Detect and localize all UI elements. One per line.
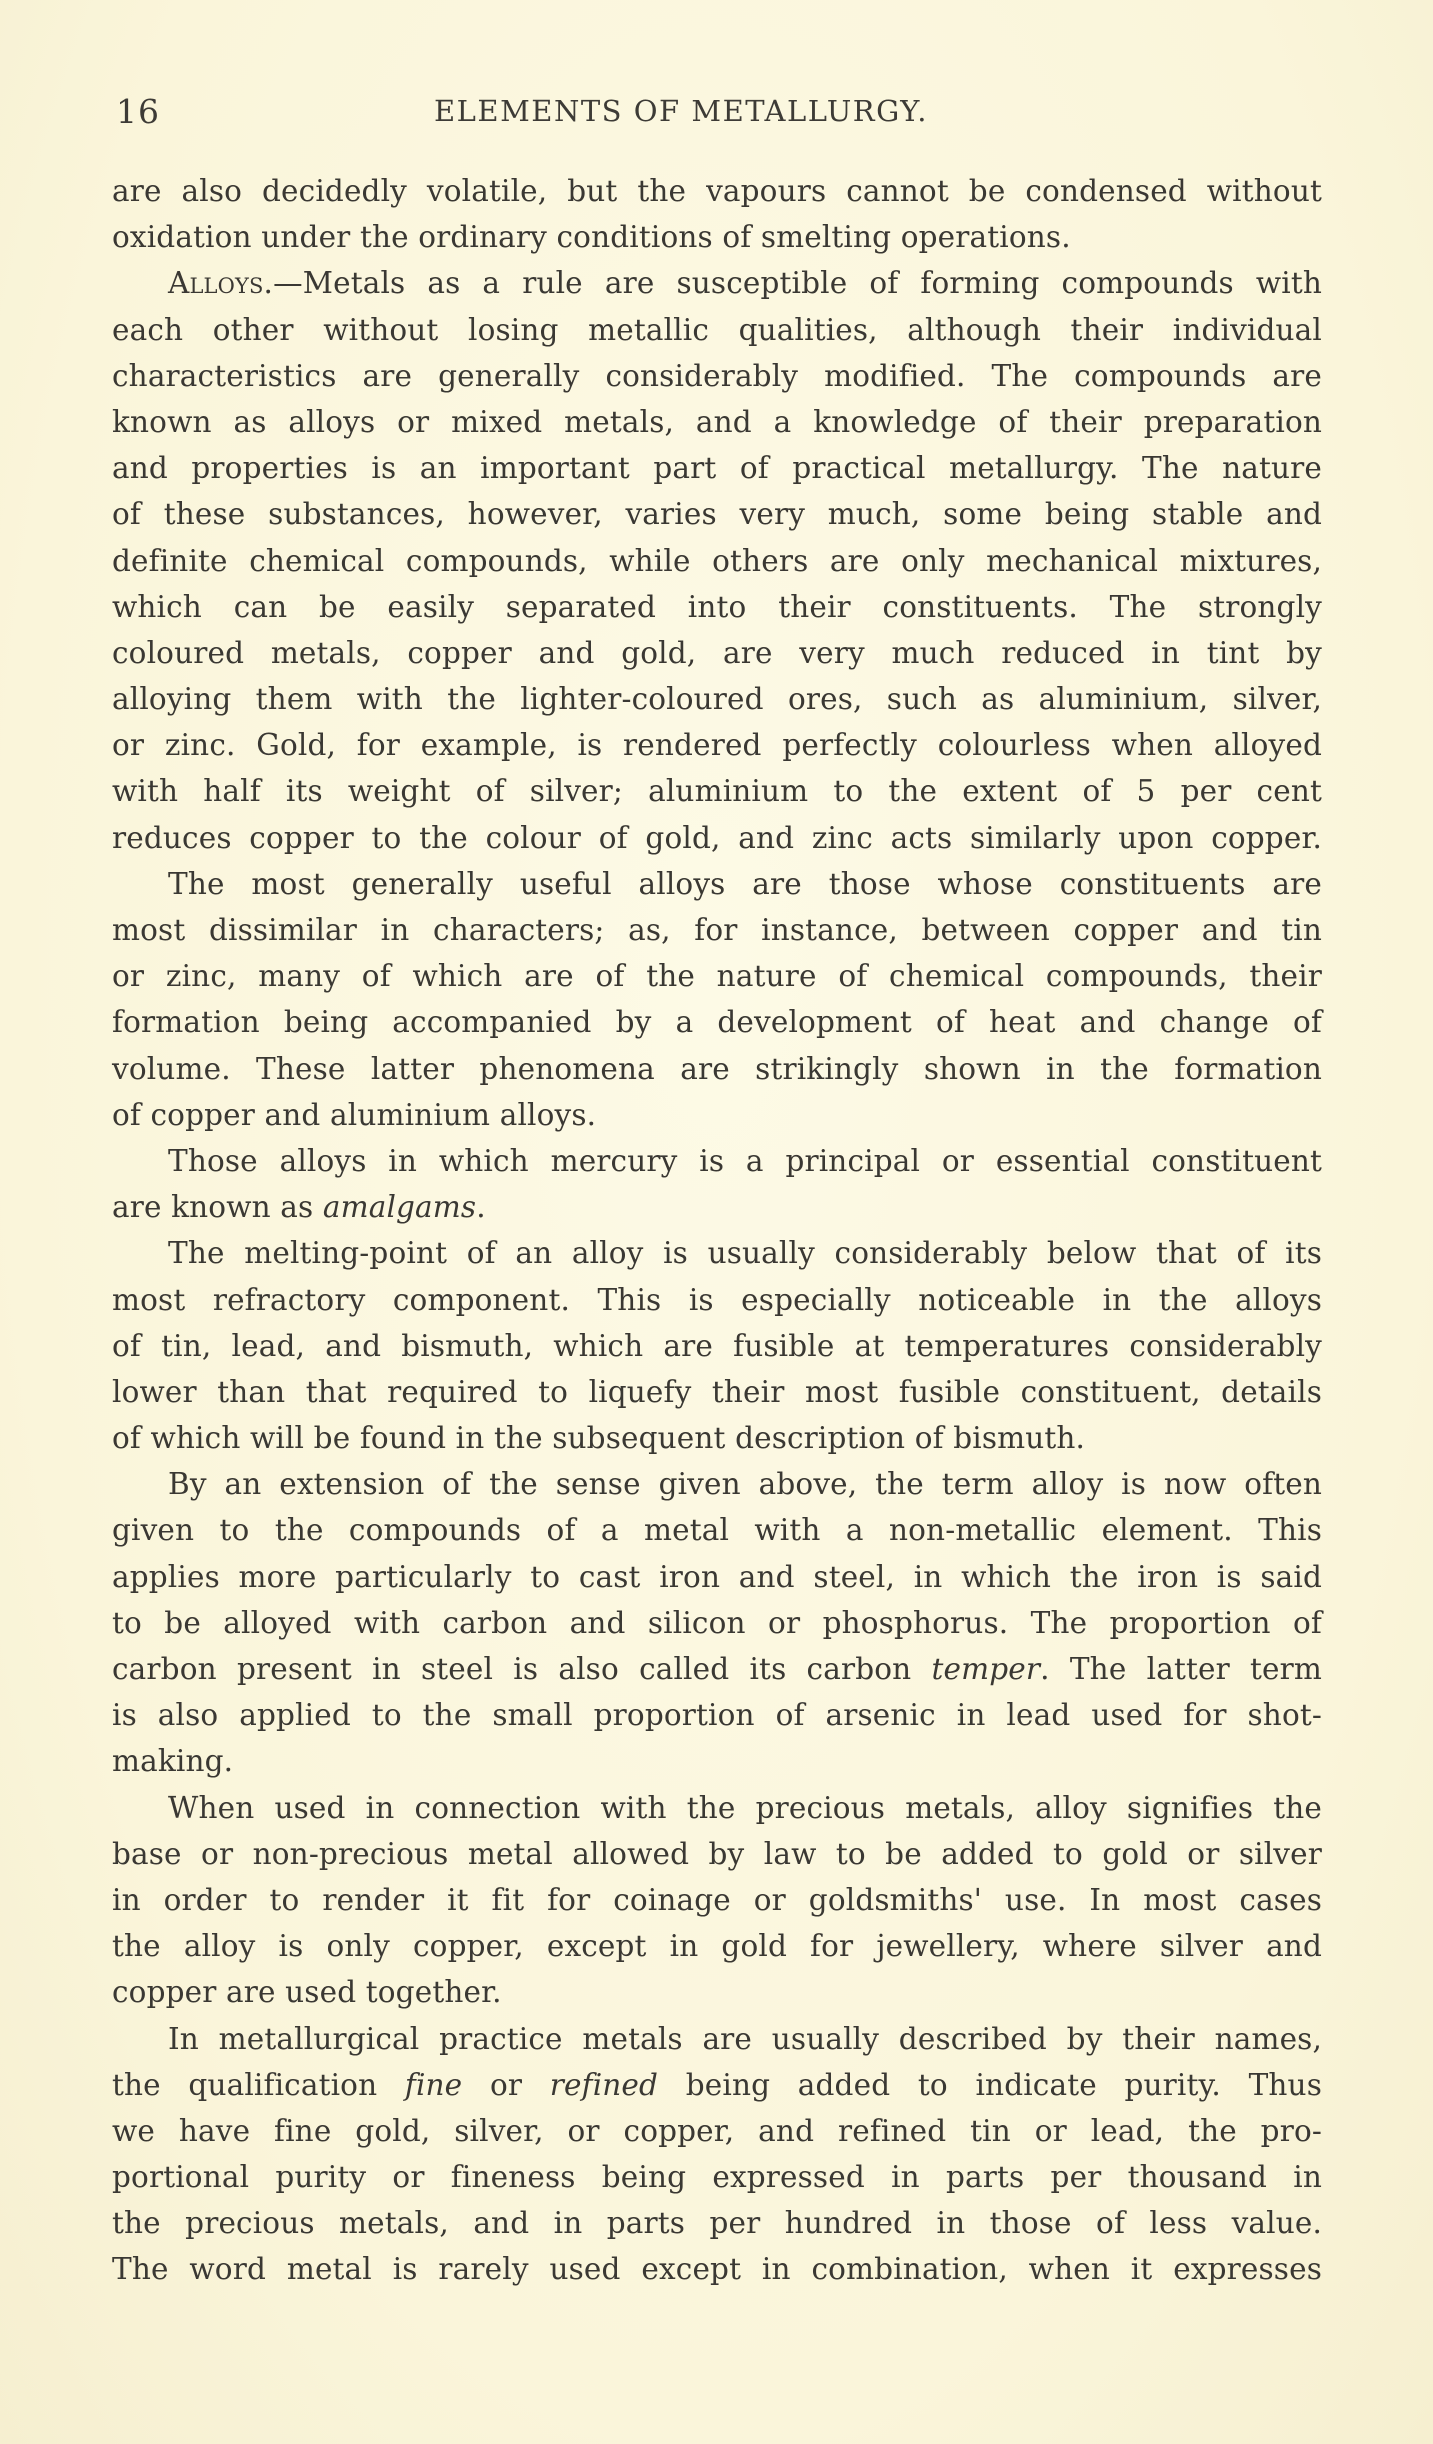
text-line: given to the compounds of a metal with a non-metallic element. This <box>112 1513 1322 1548</box>
text-line: most refractory component. This is especially noticeable in the alloys <box>112 1282 1322 1317</box>
text-line: most dissimilar in characters; as, for instance, between copper and tin <box>112 913 1322 947</box>
text-line: making. <box>112 1744 234 1779</box>
text-line: lower than that required to liquefy their most fusible constituent, details <box>112 1374 1322 1409</box>
text-line: characteristics are generally considerably modified. The compounds are <box>112 358 1322 393</box>
text-line: in order to render it fit for coinage or goldsmiths' use. In most cases <box>112 1882 1322 1917</box>
paragraph-melting-point <box>112 1230 1322 1461</box>
paragraph-extension <box>112 1461 1322 1784</box>
text-fragment: being added to indicate purity. Thus <box>658 2067 1322 2102</box>
text-line: In metallurgical practice metals are usually described by their names, <box>168 2021 1322 2056</box>
text-line: When used in connection with the precious metals, alloy signifies the <box>168 1790 1322 1825</box>
paragraph-continuation <box>112 168 1322 260</box>
italic-term-fine: fine <box>404 2067 463 2102</box>
body-text <box>112 168 1322 2293</box>
text-line: reduces copper to the colour of gold, and zinc acts similarly upon copper. <box>112 820 1322 855</box>
text-line: and properties is an important part of practical metallurgy. The nature <box>112 451 1322 486</box>
text-line: or zinc. Gold, for example, is rendered perfectly colourless when alloyed <box>112 728 1322 763</box>
text-fragment: or <box>462 2067 550 2102</box>
text-line: which can be easily separated into their constituents. The strongly <box>112 589 1322 624</box>
paragraph-metallurgical-practice <box>112 2016 1322 2293</box>
text-line: of copper and aluminium alloys. <box>112 1097 597 1132</box>
running-head <box>112 92 1322 132</box>
text-line: definite chemical compounds, while others are only mechanical mixtures, <box>112 543 1322 578</box>
text-line: is also applied to the small proportion of arsenic in lead used for shot- <box>112 1698 1322 1733</box>
text-line <box>112 1646 1322 1692</box>
text-line: base or non-precious metal allowed by law to be added to gold or silver <box>112 1836 1322 1871</box>
text-line: volume. These latter phenomena are strikingly shown in the formation <box>112 1051 1322 1086</box>
text-line: Those alloys in which mercury is a principal or essential constituent <box>168 1143 1322 1178</box>
text-line: the precious metals, and in parts per hundred in those of less value. <box>112 2206 1322 2241</box>
text-line: coloured metals, copper and gold, are very much reduced in tint by <box>112 635 1322 670</box>
text-fragment: —Metals as a rule are susceptible of forming compounds with <box>273 266 1322 301</box>
section-heading-alloys: Alloys. <box>168 266 274 301</box>
text-line: the alloy is only copper, except in gold for jewellery, where silver and <box>112 1929 1322 1964</box>
text-line: of tin, lead, and bismuth, which are fusible at temperatures considerably <box>112 1328 1322 1363</box>
text-line: or zinc, many of which are of the nature of chemical compounds, their <box>112 959 1322 994</box>
text-line <box>112 1184 1322 1230</box>
text-line: to be alloyed with carbon and silicon or phosphorus. The proportion of <box>112 1605 1322 1640</box>
italic-term-refined: refined <box>549 2067 659 2102</box>
italic-term-temper: temper <box>931 1652 1041 1686</box>
text-line <box>112 2062 1322 2108</box>
text-fragment: . The latter term <box>1040 1652 1323 1686</box>
text-line: portional purity or fineness being expressed in parts per thousand in <box>112 2160 1322 2195</box>
text-line: applies more particularly to cast iron and steel, in which the iron is said <box>112 1559 1322 1594</box>
text-line: The melting-point of an alloy is usually considerably below that of its <box>168 1236 1322 1271</box>
text-line: By an extension of the sense given above, the term alloy is now often <box>168 1467 1322 1502</box>
text-line: The most generally useful alloys are those whose constituents are <box>168 866 1322 901</box>
text-line: The word metal is rarely used except in combination, when it expresses <box>112 2252 1322 2287</box>
text-line: formation being accompanied by a development of heat and change of <box>112 1005 1322 1040</box>
text-line: known as alloys or mixed metals, and a knowledge of their preparation <box>112 404 1322 439</box>
paragraph-alloys <box>112 260 1322 860</box>
text-line: oxidation under the ordinary conditions of smelting operations. <box>112 220 1071 255</box>
text-fragment: the qualification <box>112 2067 405 2102</box>
text-line: copper are used together. <box>112 1975 502 2010</box>
text-fragment: are known as <box>112 1190 323 1225</box>
italic-term-amalgams: amalgams <box>322 1190 477 1225</box>
text-line: are also decidedly volatile, but the vapours cannot be condensed without <box>112 174 1322 208</box>
paragraph-precious-metals <box>112 1785 1322 2016</box>
text-line: we have fine gold, silver, or copper, and refined tin or lead, the pro- <box>112 2113 1322 2148</box>
text-line <box>112 260 1322 306</box>
running-title: ELEMENTS OF METALLURGY. <box>434 94 928 128</box>
paragraph-amalgams <box>112 1138 1322 1230</box>
paragraph-useful-alloys <box>112 861 1322 1138</box>
text-line: of these substances, however, varies very much, some being stable and <box>112 497 1322 532</box>
text-line: alloying them with the lighter-coloured ores, such as aluminium, silver, <box>112 682 1322 717</box>
text-line: with half its weight of silver; aluminium to the extent of 5 per cent <box>112 774 1322 809</box>
text-fragment: carbon present in steel is also called its carbon <box>112 1652 932 1686</box>
page-number: 16 <box>116 92 160 131</box>
text-fragment: . <box>476 1190 486 1225</box>
text-line: each other without losing metallic qualities, although their individual <box>112 312 1322 347</box>
text-line: of which will be found in the subsequent description of bismuth. <box>112 1421 1086 1456</box>
